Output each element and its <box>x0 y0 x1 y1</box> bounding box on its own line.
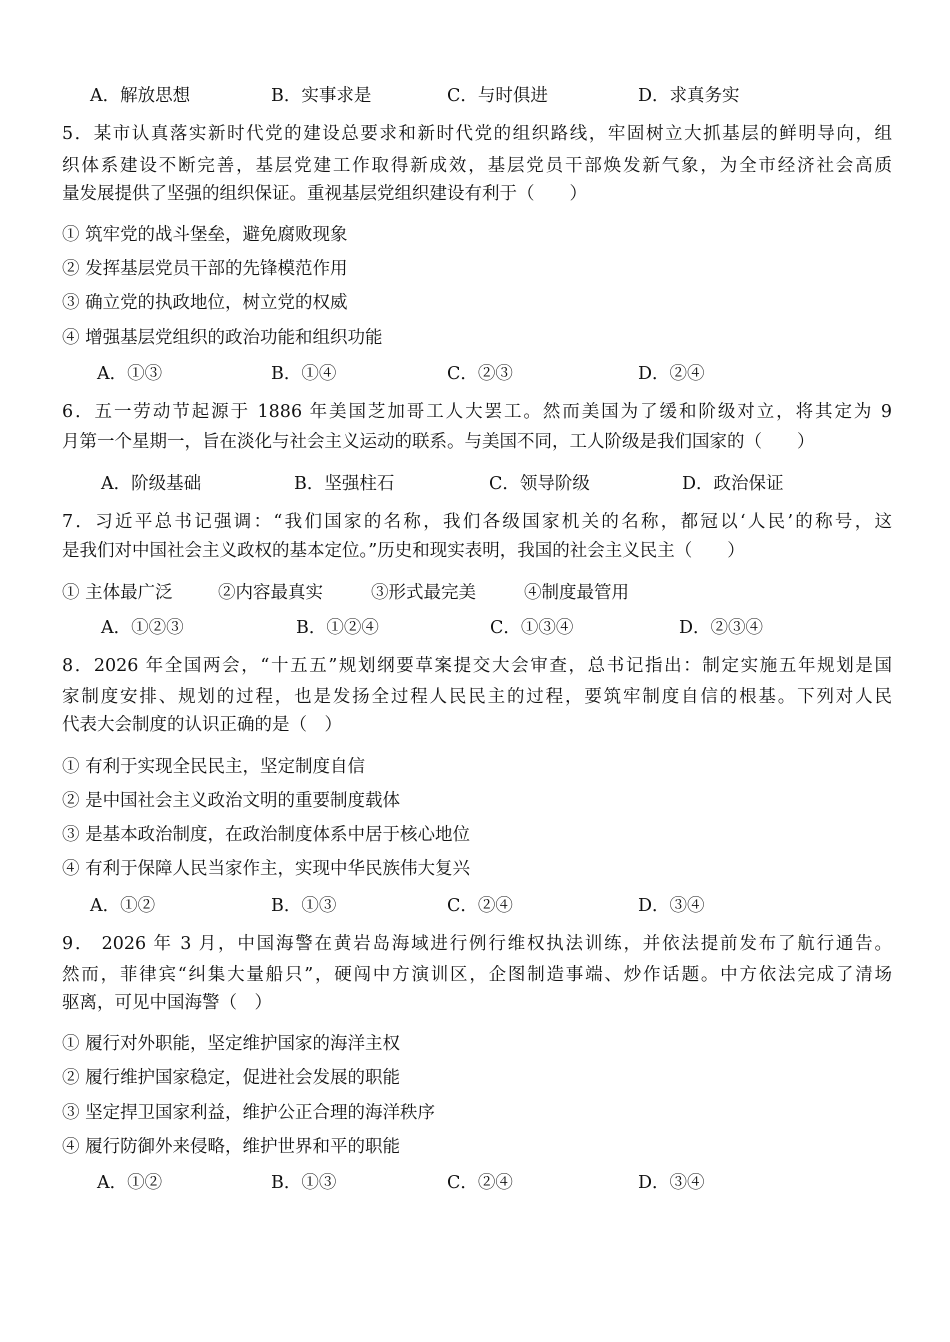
q5-statement-4: ④ 增强基层党组织的政治功能和组织功能 <box>62 328 383 348</box>
q5-statement-3: ③ 确立党的执政地位，树立党的权威 <box>62 293 348 313</box>
q6-option-c: C．领导阶级 <box>489 474 590 494</box>
q5-option-c: C．②③ <box>447 364 513 384</box>
q8-statement-2: ② 是中国社会主义政治文明的重要制度载体 <box>62 791 401 811</box>
q9-stem-line-1: 9． 2026 年 3 月，中国海警在黄岩岛海域进行例行维权执法训练，并依法提前发布了航行通告。 <box>62 934 892 954</box>
q9-option-a: A．①② <box>97 1173 163 1193</box>
q8-stem-line-1: 8．2026 年全国两会，“十五五”规划纲要草案提交大会审查，总书记指出：制定实施五年规划是国 <box>62 656 892 676</box>
q4-option-a: A．解放思想 <box>90 86 191 106</box>
q7-stem-line-2: 是我们对中国社会主义政权的基本定位。”历史和现实表明，我国的社会主义民主（ ） <box>62 541 745 561</box>
q8-option-a: A．①② <box>90 896 156 916</box>
q8-option-c: C．②④ <box>447 896 513 916</box>
q6-stem-line-1: 6．五一劳动节起源于 1886 年美国芝加哥工人大罢工。然而美国为了缓和阶级对立，将其定为 9 <box>62 402 892 422</box>
q9-option-d: D．③④ <box>638 1173 705 1193</box>
q5-stem-line-3: 量发展提供了坚强的组织保证。重视基层党组织建设有利于（ ） <box>62 184 587 204</box>
q9-option-c: C．②④ <box>447 1173 513 1193</box>
q7-option-b: B．①②④ <box>296 618 379 638</box>
q5-option-d: D．②④ <box>638 364 705 384</box>
q7-option-a: A．①②③ <box>101 618 184 638</box>
q5-option-a: A．①③ <box>97 364 163 384</box>
q8-statement-3: ③ 是基本政治制度，在政治制度体系中居于核心地位 <box>62 825 471 845</box>
q9-statement-3: ③ 坚定捍卫国家利益，维护公正合理的海洋秩序 <box>62 1103 436 1123</box>
q5-option-b: B．①④ <box>271 364 337 384</box>
q4-option-c: C．与时俱进 <box>447 86 548 106</box>
q9-stem-line-2: 然而，菲律宾“纠集大量船只”，硬闯中方演训区，企图制造事端、炒作话题。中方依法完成了清场 <box>62 965 892 985</box>
q6-option-d: D．政治保证 <box>682 474 784 494</box>
q4-option-d: D．求真务实 <box>638 86 740 106</box>
q9-statement-2: ② 履行维护国家稳定，促进社会发展的职能 <box>62 1068 401 1088</box>
q8-stem-line-3: 代表大会制度的认识正确的是（ ） <box>62 715 342 735</box>
q8-statement-1: ① 有利于实现全民民主，坚定制度自信 <box>62 757 366 777</box>
q7-option-c: C．①③④ <box>490 618 574 638</box>
q5-stem-line-1: 5．某市认真落实新时代党的建设总要求和新时代党的组织路线，牢固树立大抓基层的鲜明导向，组 <box>62 124 892 144</box>
q7-statement-4: ④制度最管用 <box>524 583 629 603</box>
q9-option-b: B．①③ <box>271 1173 337 1193</box>
q7-stem-line-1: 7．习近平总书记强调：“我们国家的名称，我们各级国家机关的名称，都冠以‘人民’的称号，这 <box>62 512 892 532</box>
q7-statement-2: ②内容最真实 <box>218 583 323 603</box>
q7-statement-3: ③形式最完美 <box>371 583 476 603</box>
q9-statement-1: ① 履行对外职能，坚定维护国家的海洋主权 <box>62 1034 401 1054</box>
q8-option-d: D．③④ <box>638 896 705 916</box>
q9-statement-4: ④ 履行防御外来侵略，维护世界和平的职能 <box>62 1137 401 1157</box>
q6-option-a: A．阶级基础 <box>101 474 202 494</box>
q8-statement-4: ④ 有利于保障人民当家作主，实现中华民族伟大复兴 <box>62 859 471 879</box>
q6-option-b: B．坚强柱石 <box>294 474 395 494</box>
q8-stem-line-2: 家制度安排、规划的过程，也是发扬全过程人民民主的过程，要筑牢制度自信的根基。下列对人民 <box>62 687 892 707</box>
q4-option-b: B．实事求是 <box>271 86 372 106</box>
q5-statement-2: ② 发挥基层党员干部的先锋模范作用 <box>62 259 348 279</box>
q5-stem-line-2: 织体系建设不断完善，基层党建工作取得新成效，基层党员干部焕发新气象，为全市经济社会高质 <box>62 156 892 176</box>
q5-statement-1: ① 筑牢党的战斗堡垒，避免腐败现象 <box>62 225 348 245</box>
q9-stem-line-3: 驱离，可见中国海警（ ） <box>62 993 272 1013</box>
q8-option-b: B．①③ <box>271 896 337 916</box>
q7-statement-1: ① 主体最广泛 <box>62 583 173 603</box>
q7-option-d: D．②③④ <box>679 618 764 638</box>
q6-stem-line-2: 月第一个星期一，旨在淡化与社会主义运动的联系。与美国不同，工人阶级是我们国家的（ ） <box>62 432 815 452</box>
